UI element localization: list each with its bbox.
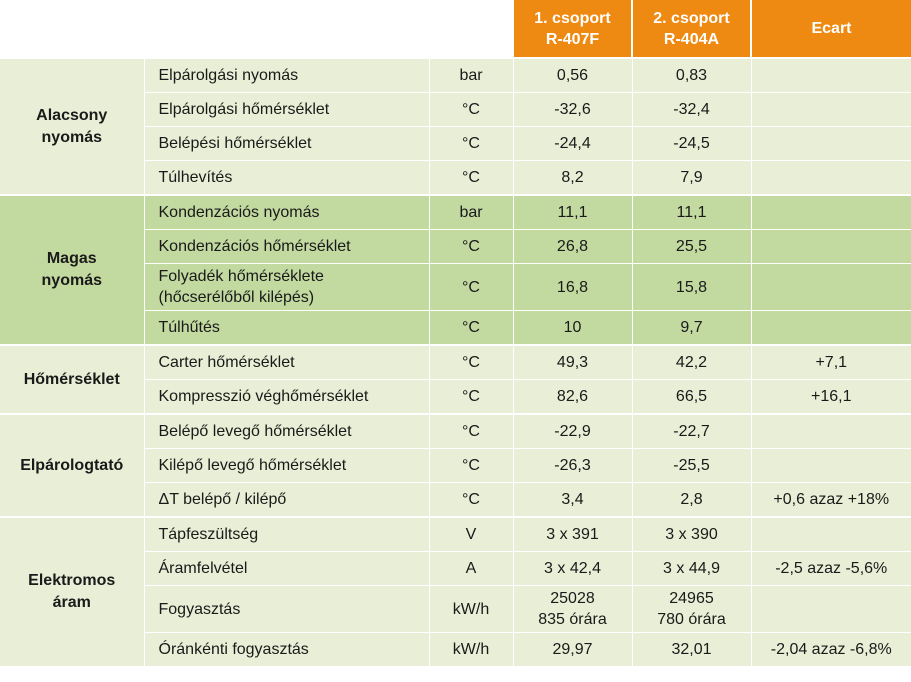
value-group-2: 3 x 44,9 xyxy=(632,552,751,586)
row-unit: kW/h xyxy=(429,586,513,633)
row-label: Tápfeszültség xyxy=(144,517,429,552)
row-unit: °C xyxy=(429,161,513,196)
row-label: Elpárolgási nyomás xyxy=(144,58,429,93)
value-ecart: -2,5 azaz -5,6% xyxy=(751,552,911,586)
table-row xyxy=(0,517,911,552)
value-ecart xyxy=(751,93,911,127)
value-group-1: 0,56 xyxy=(513,58,632,93)
row-label: Elpárolgási hőmérséklet xyxy=(144,93,429,127)
row-label: Kondenzációs hőmérséklet xyxy=(144,230,429,264)
table-row xyxy=(0,195,911,230)
group-title-temperature: Hőmérséklet xyxy=(0,345,144,414)
value-ecart xyxy=(751,586,911,633)
row-label: Áramfelvétel xyxy=(144,552,429,586)
row-label: Belépő levegő hőmérséklet xyxy=(144,414,429,449)
row-unit: °C xyxy=(429,345,513,380)
row-unit: kW/h xyxy=(429,633,513,667)
group-title-evaporator: Elpárologtató xyxy=(0,414,144,517)
header-group-1: 1. csoport R-407F xyxy=(513,0,632,58)
table-row xyxy=(0,58,911,93)
value-group-2: 0,83 xyxy=(632,58,751,93)
value-group-2: 11,1 xyxy=(632,195,751,230)
row-unit: °C xyxy=(429,311,513,346)
row-label: Belépési hőmérséklet xyxy=(144,127,429,161)
row-unit: V xyxy=(429,517,513,552)
row-label: Óránkénti fogyasztás xyxy=(144,633,429,667)
group-title-high-pressure: Magas nyomás xyxy=(0,195,144,345)
value-group-1: 3 x 42,4 xyxy=(513,552,632,586)
row-unit: A xyxy=(429,552,513,586)
row-unit: °C xyxy=(429,264,513,311)
value-group-1: -22,9 xyxy=(513,414,632,449)
value-group-1: 29,97 xyxy=(513,633,632,667)
section-evaporator xyxy=(0,414,911,517)
row-unit: °C xyxy=(429,449,513,483)
section-electric xyxy=(0,517,911,666)
value-group-1: 16,8 xyxy=(513,264,632,311)
value-ecart xyxy=(751,161,911,196)
value-ecart xyxy=(751,311,911,346)
group-title-electric: Elektromos áram xyxy=(0,517,144,666)
row-label: Kompresszió véghőmérséklet xyxy=(144,380,429,415)
value-group-2: 25,5 xyxy=(632,230,751,264)
value-group-1: 25028 835 órára xyxy=(513,586,632,633)
value-ecart xyxy=(751,230,911,264)
value-ecart xyxy=(751,264,911,311)
value-group-1: 49,3 xyxy=(513,345,632,380)
row-unit: °C xyxy=(429,93,513,127)
row-label: ΔT belépő / kilépő xyxy=(144,483,429,518)
value-group-1: 82,6 xyxy=(513,380,632,415)
row-unit: °C xyxy=(429,127,513,161)
value-group-2: 15,8 xyxy=(632,264,751,311)
row-label: Kondenzációs nyomás xyxy=(144,195,429,230)
value-group-2: 3 x 390 xyxy=(632,517,751,552)
value-ecart: +16,1 xyxy=(751,380,911,415)
value-ecart xyxy=(751,449,911,483)
value-ecart: +7,1 xyxy=(751,345,911,380)
value-group-2: -24,5 xyxy=(632,127,751,161)
group-title-low-pressure: Alacsony nyomás xyxy=(0,58,144,195)
value-group-2: 9,7 xyxy=(632,311,751,346)
section-low-pressure xyxy=(0,58,911,195)
row-unit: °C xyxy=(429,483,513,518)
row-label: Fogyasztás xyxy=(144,586,429,633)
value-group-1: 8,2 xyxy=(513,161,632,196)
value-ecart xyxy=(751,414,911,449)
row-unit: bar xyxy=(429,195,513,230)
row-unit: °C xyxy=(429,414,513,449)
value-group-2: 24965 780 órára xyxy=(632,586,751,633)
value-group-2: 42,2 xyxy=(632,345,751,380)
value-group-1: 3 x 391 xyxy=(513,517,632,552)
row-label: Carter hőmérséklet xyxy=(144,345,429,380)
value-ecart xyxy=(751,58,911,93)
header-row xyxy=(0,0,911,58)
value-group-2: -32,4 xyxy=(632,93,751,127)
value-group-1: -26,3 xyxy=(513,449,632,483)
value-ecart xyxy=(751,127,911,161)
table-row xyxy=(0,414,911,449)
value-group-1: -32,6 xyxy=(513,93,632,127)
row-unit: °C xyxy=(429,230,513,264)
value-group-1: 3,4 xyxy=(513,483,632,518)
row-label: Folyadék hőmérséklete (hőcserélőből kilépés) xyxy=(144,264,429,311)
value-group-2: -22,7 xyxy=(632,414,751,449)
header-group-2: 2. csoport R-404A xyxy=(632,0,751,58)
value-ecart xyxy=(751,517,911,552)
value-ecart: -2,04 azaz -6,8% xyxy=(751,633,911,667)
table-row xyxy=(0,345,911,380)
value-group-2: 66,5 xyxy=(632,380,751,415)
row-unit: °C xyxy=(429,380,513,415)
value-group-2: 2,8 xyxy=(632,483,751,518)
value-ecart: +0,6 azaz +18% xyxy=(751,483,911,518)
value-group-1: -24,4 xyxy=(513,127,632,161)
section-high-pressure xyxy=(0,195,911,345)
value-group-1: 11,1 xyxy=(513,195,632,230)
value-group-1: 26,8 xyxy=(513,230,632,264)
value-ecart xyxy=(751,195,911,230)
row-unit: bar xyxy=(429,58,513,93)
row-label: Túlhevítés xyxy=(144,161,429,196)
value-group-2: 7,9 xyxy=(632,161,751,196)
value-group-2: -25,5 xyxy=(632,449,751,483)
row-label: Túlhűtés xyxy=(144,311,429,346)
row-label: Kilépő levegő hőmérséklet xyxy=(144,449,429,483)
value-group-2: 32,01 xyxy=(632,633,751,667)
header-ecart: Ecart xyxy=(751,0,911,58)
section-temperature xyxy=(0,345,911,414)
value-group-1: 10 xyxy=(513,311,632,346)
